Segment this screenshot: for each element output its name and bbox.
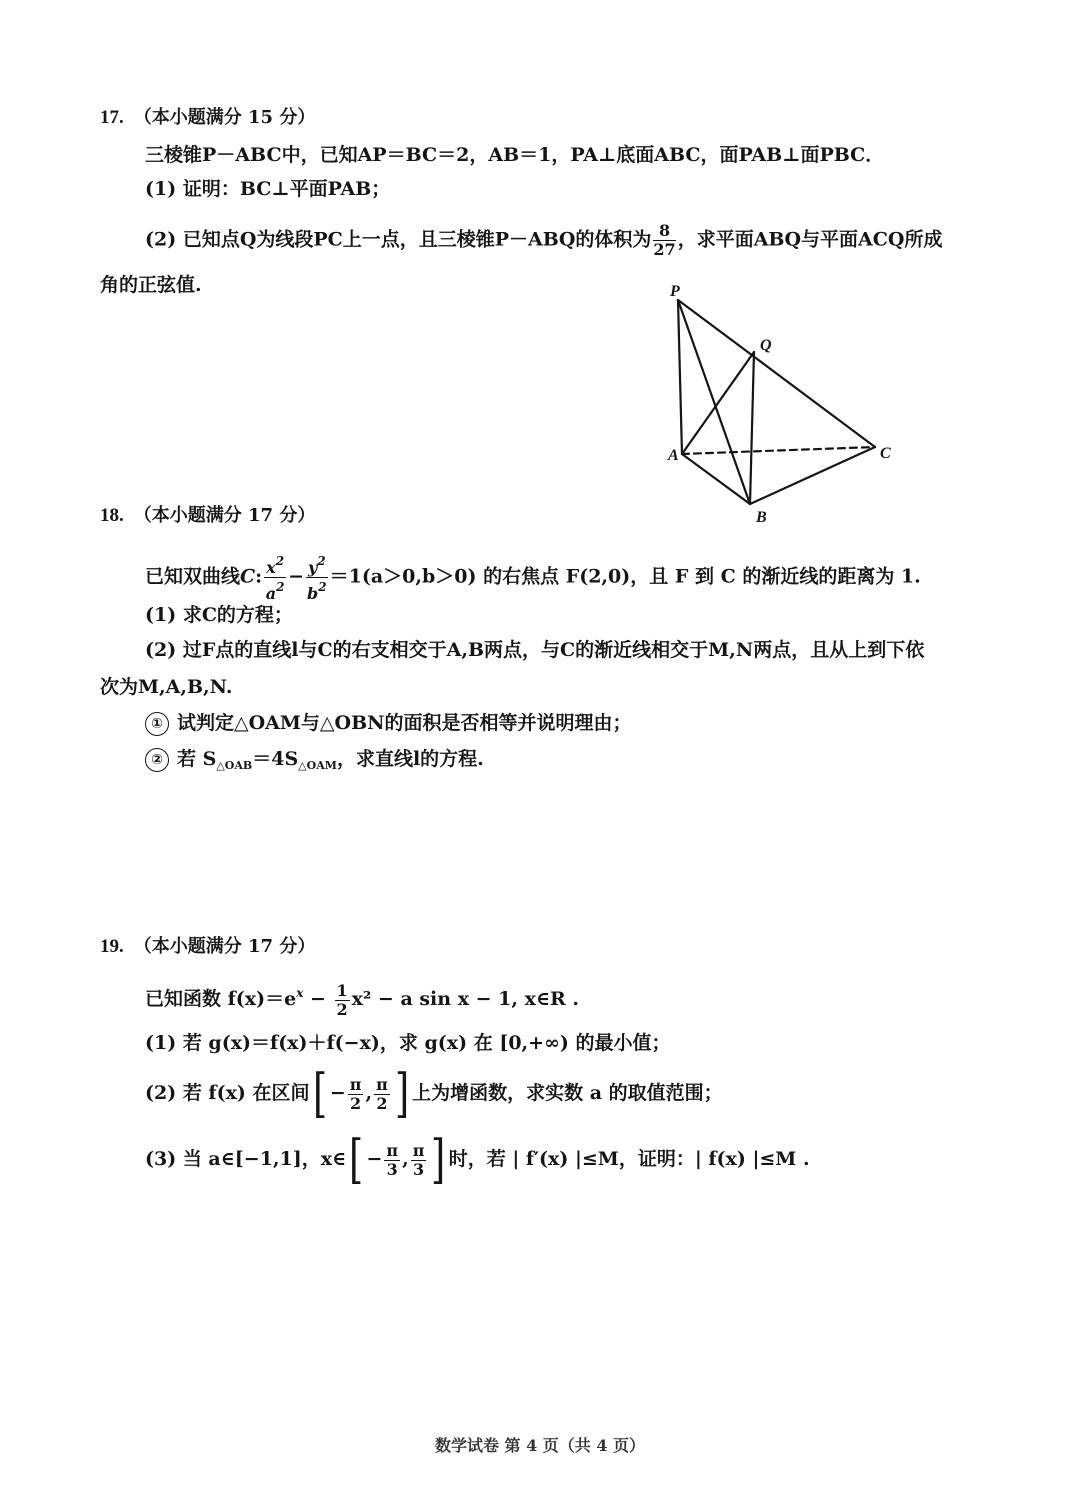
q18-sub2: ② 若 $S_{\triangle OAB}=4S_{\triangle OAM}$，求直线l的方程.	[145, 746, 484, 779]
label-b: B	[756, 509, 767, 526]
label-p: P	[670, 283, 680, 300]
q19-number: 19.	[100, 936, 124, 957]
edge-pa	[678, 300, 682, 454]
q17-part2-continued: 角的正弦值.	[100, 274, 202, 296]
edge-ab	[682, 454, 750, 504]
edge-bc	[750, 447, 875, 504]
q19-header: 19. （本小题满分 17 分）	[100, 936, 316, 957]
q18-stem: 已知双曲线C: $\frac{x^2}{a^2}$ − $\frac{y^2}{b^2}$ ＝1(a＞0,b＞0) 的右焦点 F(2,0)，且 F 到 C 的渐近线的距离为 1.	[145, 554, 921, 603]
q18-y-term: $\frac{y^2}{b^2}$	[307, 554, 327, 603]
q18-part2: (2) 过F点的直线l与C的右支相交于A,B两点，与C的渐近线相交于M,N两点，且从上到下依	[145, 639, 925, 661]
label-q: Q	[760, 337, 772, 354]
q19-stem: 已知函数 $f(x)=e^x$ − $\frac{1}{2}$ x² − a sin x − 1, x∈R .	[145, 980, 580, 1019]
q19-part1: (1) 若 g(x)＝f(x)＋f(−x)，求 g(x) 在 [0,+∞) 的最小值；	[145, 1032, 671, 1054]
q18-number: 18.	[100, 505, 124, 526]
q18-part2-continued: 次为M,A,B,N.	[100, 676, 233, 698]
page-footer: 数学试卷 第 4 页（共 4 页）	[434, 1436, 646, 1455]
edge-ac-hidden	[682, 447, 875, 454]
edge-aq	[682, 352, 754, 454]
q19-half-fraction: $\frac{1}{2}$	[336, 980, 348, 1019]
q17-pyramid-figure	[660, 282, 900, 532]
label-c: C	[880, 445, 891, 462]
q18-part1: (1) 求C的方程；	[145, 604, 293, 626]
label-a: A	[668, 447, 679, 464]
edge-pb	[678, 300, 750, 504]
q18-header: 18. （本小题满分 17 分）	[100, 505, 316, 526]
q17-part1: (1) 证明：BC⊥平面PAB；	[145, 178, 391, 200]
q17-number: 17.	[100, 107, 124, 128]
edge-pc	[678, 300, 875, 447]
q18-x-term: $\frac{x^2}{a^2}$	[265, 554, 285, 603]
q19-part3: (3) 当 a∈[−1,1]，x∈[ − $\frac{\pi}{3}$ , $\frac{\pi}{3}$ ] 时，若 | f′(x) |≤M，证明：| f(x) |≤M .	[145, 1130, 810, 1190]
q17-stem: 三棱锥P－ABC中，已知AP＝BC＝2，AB＝1，PA⊥底面ABC，面PAB⊥面PBC．	[145, 144, 885, 166]
q17-header: 17. （本小题满分 15 分）	[100, 107, 316, 128]
q17-part2: (2) 已知点Q为线段PC上一点，且三棱锥P－ABQ的体积为 $\frac{8}{27}$ ，求平面ABQ与平面ACQ所成	[145, 221, 943, 259]
q17-volume-fraction: $\frac{8}{27}$	[653, 221, 676, 259]
edge-bq	[750, 352, 754, 504]
q19-part2: (2) 若 f(x) 在区间[ − $\frac{\pi}{2}$ , $\frac{\pi}{2}$ ] 上为增函数，求实数 a 的取值范围；	[145, 1064, 723, 1124]
q18-sub1: ① 试判定△OAM与△OBN的面积是否相等并说明理由；	[145, 710, 632, 736]
